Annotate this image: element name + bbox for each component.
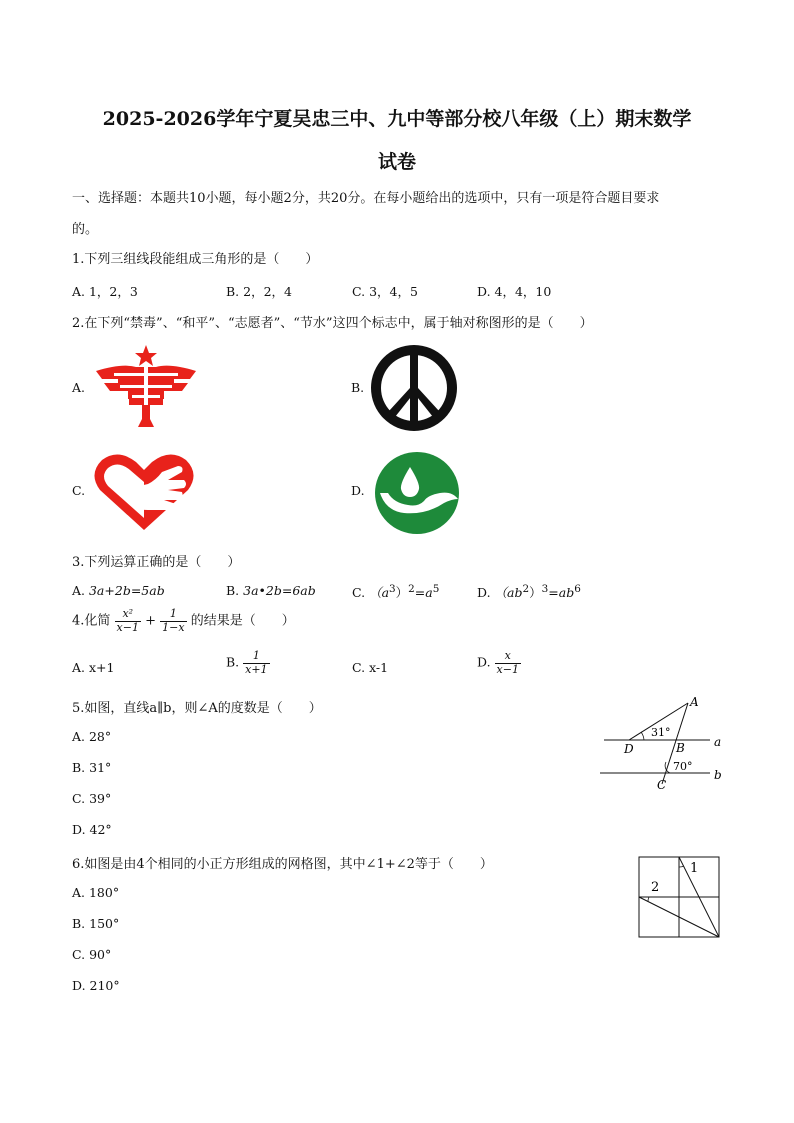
q3-d-pre: （ab (494, 585, 523, 601)
q3-d-post: =ab (548, 585, 575, 601)
q3-option-c (352, 583, 439, 601)
q6-angle-2-label: 2 (651, 880, 660, 895)
q4-option-b (226, 650, 270, 676)
q4-d-label: D. (477, 654, 495, 670)
q4-f2-den: 1−x (162, 620, 185, 634)
question-2-stem: 2.在下列“禁毒”、“和平”、“志愿者”、“节水”这四个标志中，属于轴对称图形的是（ ） (72, 316, 593, 331)
q3-c-pre: （a (369, 585, 390, 601)
q6-angle-1-label: 1 (690, 861, 699, 876)
exam-title-line1: 2025-2026学年宁夏吴忠三中、九中等部分校八年级（上）期末数学 (102, 108, 692, 130)
q5-option-b: B. 31° (72, 760, 112, 775)
q4-b-den: x+1 (245, 662, 268, 676)
q1-option-c: C. 3，4，5 (352, 284, 418, 299)
exam-title-line2: 试卷 (377, 151, 416, 173)
q5-label-C: C (657, 778, 667, 792)
question-6-stem: 6.如图是由4个相同的小正方形组成的网格图，其中∠1+∠2等于（ ） (72, 857, 493, 872)
question-1-stem: 1.下列三组线段能组成三角形的是（ ） (72, 252, 319, 267)
q6-option-c: C. 90° (72, 947, 112, 962)
section-heading: 一、选择题：本题共10小题，每小题2分，共20分。在每小题给出的选项中，只有一项是符合题目要求 (72, 191, 660, 206)
q3-d-sup2: 3 (541, 583, 549, 595)
q4-f2-num: 1 (160, 608, 186, 622)
q3-d-mid: ） (529, 585, 542, 601)
q5-label-line-a: a (714, 735, 722, 749)
q4-plus: + (145, 613, 157, 629)
q4-d-fraction (495, 650, 521, 676)
q3-c-label: C. (352, 585, 370, 601)
q5-label-line-b: b (714, 768, 722, 782)
q1-option-a: A. 1，2，3 (72, 284, 138, 299)
q5-option-a: A. 28° (72, 729, 112, 744)
q4-option-d (477, 650, 521, 676)
question-3-stem: 3.下列运算正确的是（ ） (72, 555, 241, 570)
q3-b-expr: 3a•2b=6ab (243, 583, 316, 598)
q6-option-a: A. 180° (72, 885, 120, 900)
q3-c-mid: ） (395, 585, 409, 601)
q2-option-d-label: D. (351, 483, 365, 498)
section-heading-cont: 的。 (72, 222, 99, 237)
q4-d-den: x−1 (496, 662, 519, 676)
q2-option-a-label: A. (72, 380, 86, 395)
q3-d-sup3: 6 (574, 583, 581, 595)
q5-angle-31: 31° (651, 726, 671, 739)
q3-d-label: D. (477, 585, 495, 601)
q4-option-a: A. x+1 (72, 660, 115, 675)
q4-fraction-2 (160, 608, 186, 634)
q4-fraction-1 (115, 608, 141, 634)
q5-option-c: C. 39° (72, 791, 112, 806)
q5-angle-70: 70° (673, 760, 693, 773)
q3-c-sup1: 3 (389, 583, 396, 595)
q5-label-D: D (624, 742, 634, 756)
anti-drug-logo (92, 343, 200, 433)
q4-b-fraction (243, 650, 269, 676)
q4-suffix: 的结果是（ ） (190, 613, 295, 629)
q4-d-num: x (495, 650, 521, 664)
q1-option-b: B. 2，2，4 (226, 284, 292, 299)
q3-a-label: A. (72, 583, 89, 598)
water-saving-logo (374, 451, 460, 539)
q4-f1-den: x−1 (116, 620, 139, 634)
q3-d-sup1: 2 (522, 583, 530, 595)
q4-option-c: C. x-1 (352, 660, 389, 675)
q3-option-d (477, 583, 581, 601)
q3-option-a (72, 583, 165, 598)
question-5-stem: 5.如图，直线a∥b，则∠A的度数是（ ） (72, 701, 322, 716)
question-4-stem (72, 608, 295, 634)
q3-c-sup2: 2 (408, 583, 415, 595)
q2-option-c-label: C. (72, 483, 86, 498)
q3-c-post: =a (414, 585, 433, 601)
q1-option-d: D. 4，4，10 (477, 284, 552, 299)
q6-option-b: B. 150° (72, 916, 120, 931)
q6-figure-grid (636, 854, 722, 940)
q3-a-expr: 3a+2b=5ab (88, 583, 165, 598)
q4-prefix: 4.化简 (72, 613, 111, 629)
q5-option-d: D. 42° (72, 822, 112, 837)
q4-b-num: 1 (243, 650, 269, 664)
q3-b-label: B. (226, 583, 244, 598)
q3-option-b (226, 583, 316, 598)
q5-figure-parallel-lines (596, 694, 726, 794)
q5-label-A: A (690, 695, 699, 709)
q4-b-label: B. (226, 654, 244, 670)
q2-option-b-label: B. (351, 380, 365, 395)
q4-f1-num: x² (115, 608, 141, 622)
q6-option-d: D. 210° (72, 978, 120, 993)
q3-c-sup3: 5 (432, 583, 440, 595)
peace-symbol-icon (370, 344, 458, 436)
q5-label-B: B (676, 741, 685, 755)
volunteer-heart-hand-logo (92, 450, 196, 536)
